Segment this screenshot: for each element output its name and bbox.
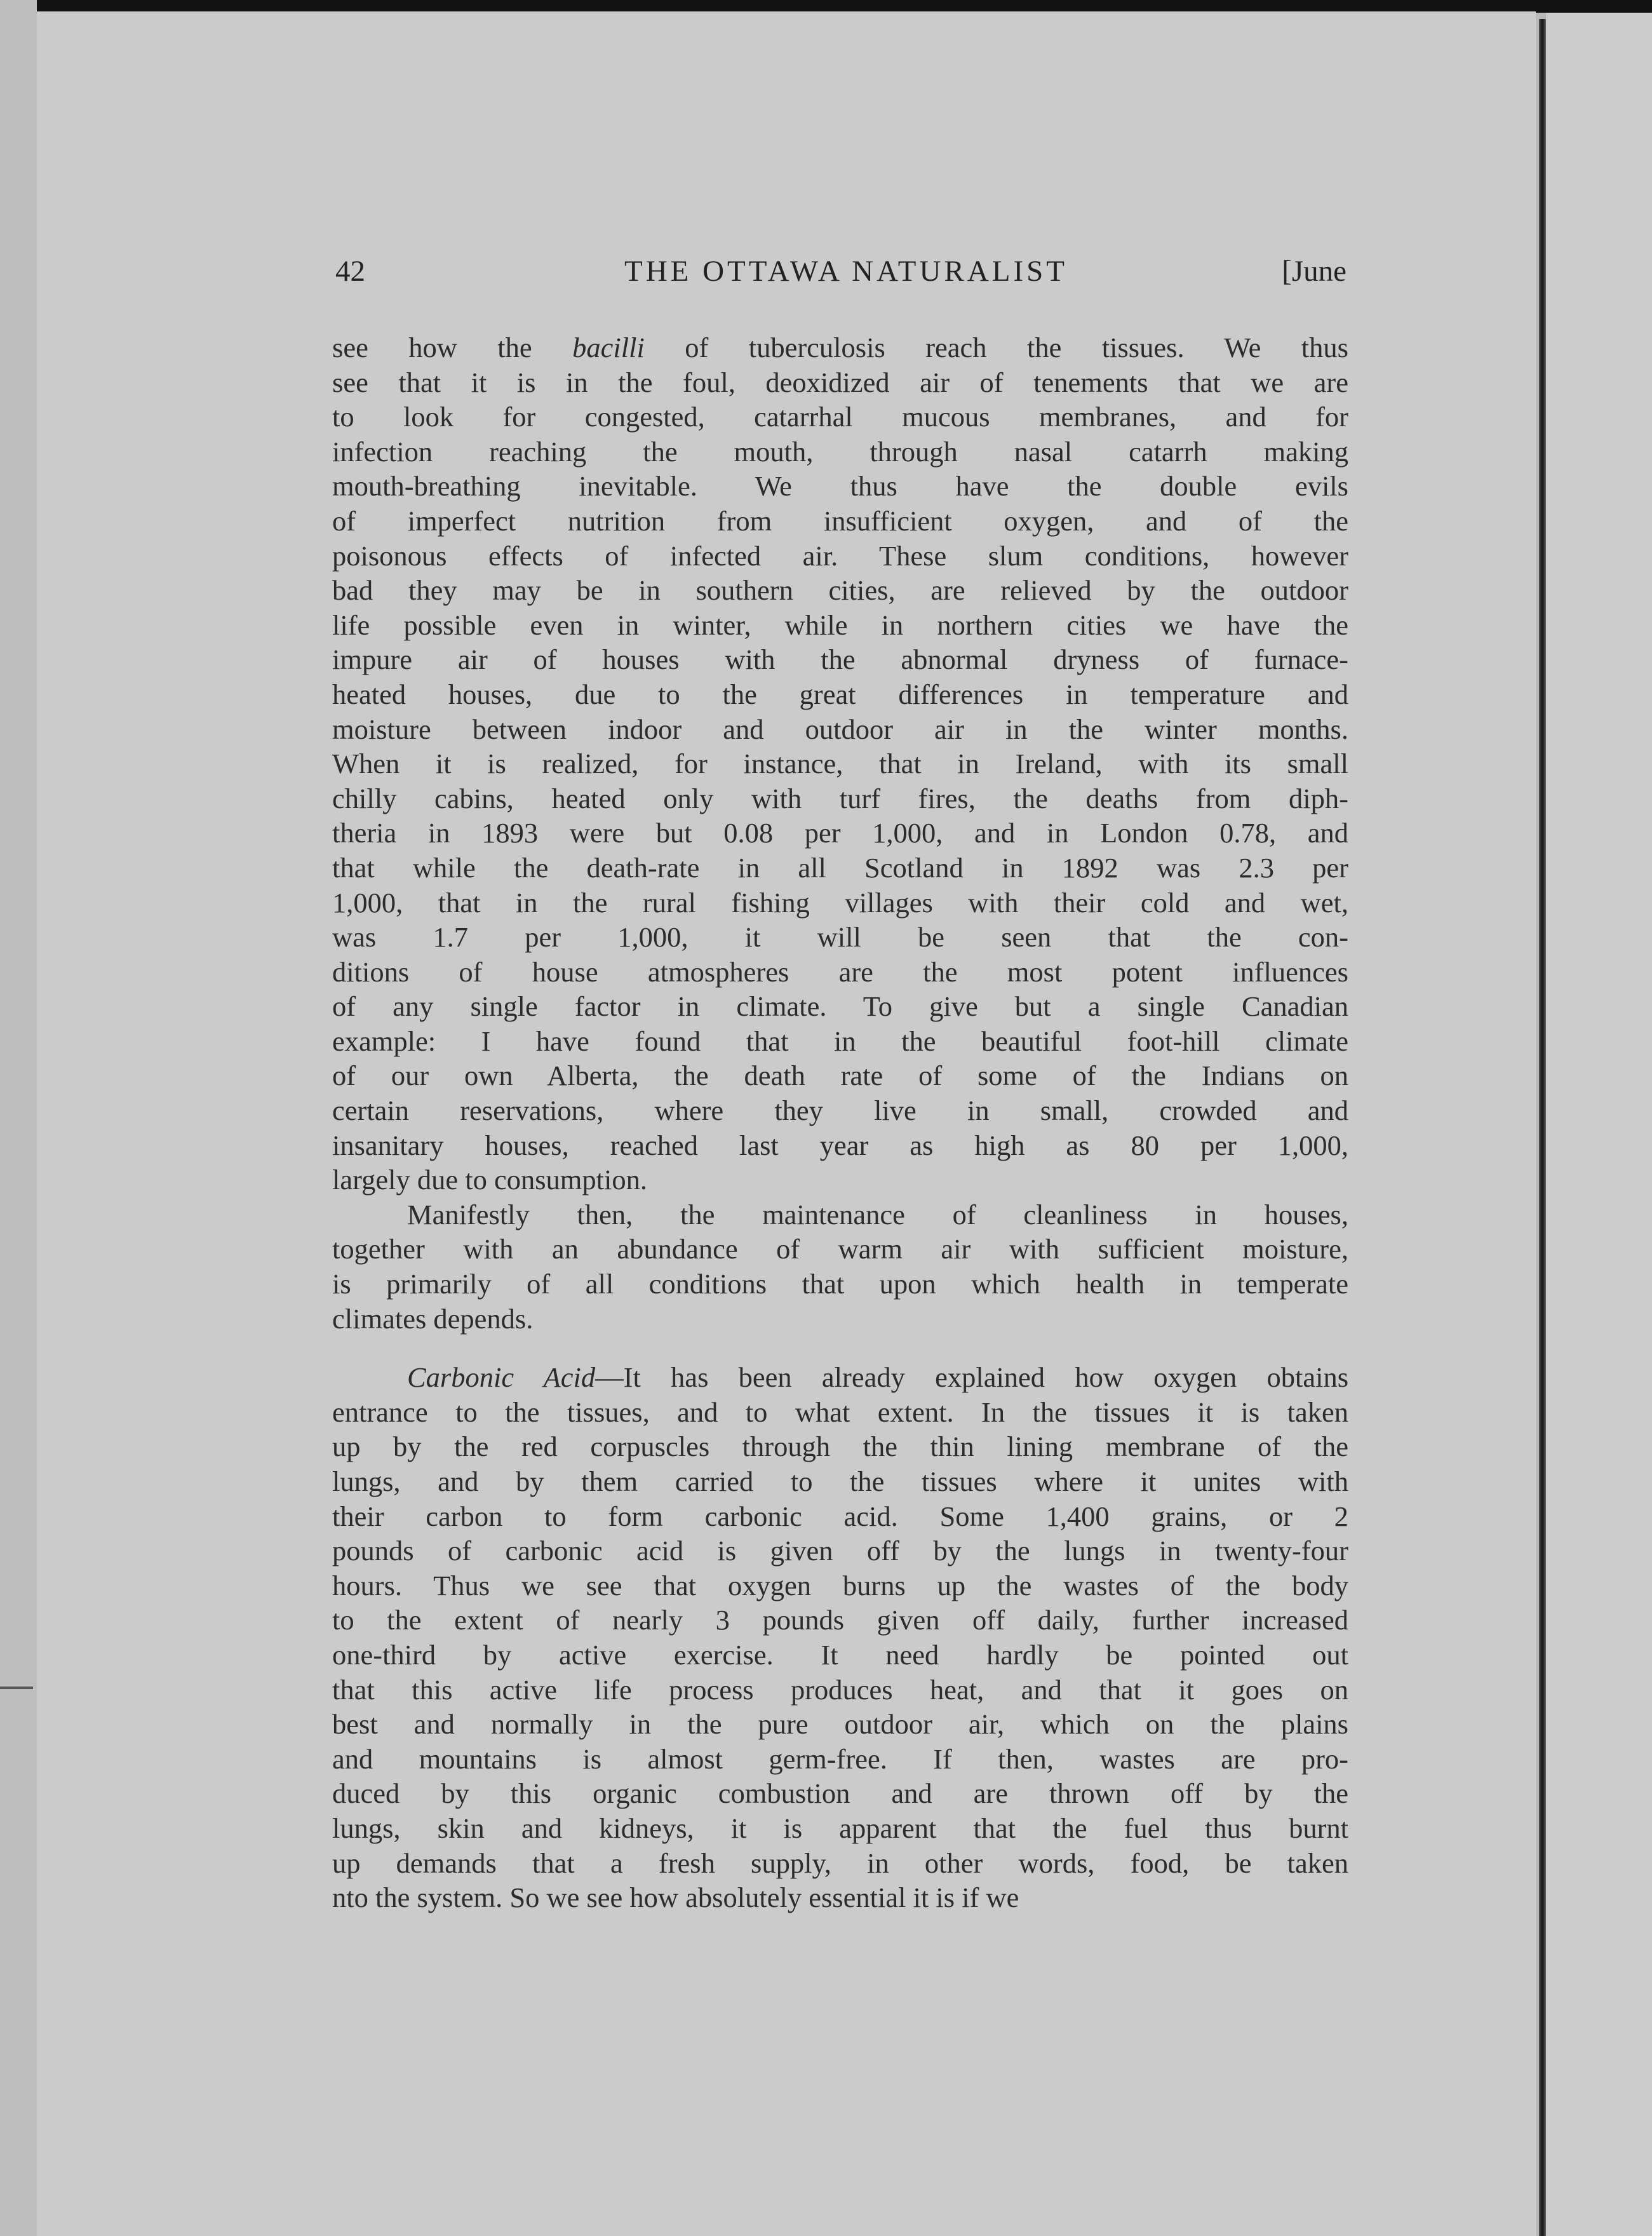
next-page-edge (1546, 13, 1652, 2236)
paragraph (332, 330, 1348, 1197)
page-binding-edge (1539, 19, 1546, 2236)
text-line: see that it is in the foul, deoxidized air of tenements that we are (332, 366, 1348, 398)
text-line: Manifestly then, the maintenance of cleanliness in houses, (407, 1198, 1348, 1230)
text-line: entrance to the tissues, and to what extent. In the tissues it is taken (332, 1396, 1348, 1428)
text-line: example: I have found that in the beautiful foot-hill climate (332, 1025, 1348, 1057)
text-line: nto the system. So we see how absolutely essential it is if we (332, 1882, 1019, 1914)
text-line: lungs, and by them carried to the tissues where it unites with (332, 1465, 1348, 1497)
text-line: chilly cabins, heated only with turf fires, the deaths from diph- (332, 782, 1348, 814)
text-line: is primarily of all conditions that upon which health in temperate (332, 1268, 1348, 1300)
text-line: of imperfect nutrition from insufficient oxygen, and of the (332, 504, 1348, 537)
text-line: that this active life process produces heat, and that it goes on (332, 1673, 1348, 1706)
text-run: see how the (332, 332, 573, 363)
text-line: duced by this organic combustion and are thrown off by the (332, 1777, 1348, 1810)
paragraph (332, 1360, 1348, 1915)
text-line: ditions of house atmospheres are the most potent influences (332, 955, 1348, 988)
text-line: 1,000, that in the rural fishing villages with their cold and wet, (332, 886, 1348, 919)
text-line: to the extent of nearly 3 pounds given off daily, further increased (332, 1604, 1348, 1636)
page-number: 42 (335, 255, 365, 288)
text-line: lungs, skin and kidneys, it is apparent that the fuel thus burnt (332, 1812, 1348, 1844)
italic-term: bacilli (572, 332, 645, 363)
journal-title: THE OTTAWA NATURALIST (624, 255, 1068, 288)
text-line: impure air of houses with the abnormal dryness of furnace- (332, 643, 1348, 676)
text-line: theria in 1893 were but 0.08 per 1,000, and in London 0.78, and (332, 817, 1348, 849)
text-line: heated houses, due to the great differences in temperature and (332, 678, 1348, 710)
issue-month: [June (1282, 255, 1346, 288)
body-text (332, 330, 1348, 1915)
text-line: to look for congested, catarrhal mucous membranes, and for (332, 401, 1348, 433)
text-line: up demands that a fresh supply, in other words, food, be taken (332, 1847, 1348, 1879)
text-line: climates depends. (332, 1302, 534, 1335)
scan-top-edge (0, 0, 1652, 13)
text-line: up by the red corpuscles through the thin lining membrane of the (332, 1431, 1348, 1463)
text-line: of our own Alberta, the death rate of some of the Indians on (332, 1060, 1348, 1092)
paragraph (332, 1197, 1348, 1336)
text-line: bad they may be in southern cities, are relieved by the outdoor (332, 574, 1348, 607)
scan-mark (0, 1687, 33, 1689)
text-line: poisonous effects of infected air. These slum conditions, however (332, 539, 1348, 572)
text-line: their carbon to form carbonic acid. Some 1,400 grains, or 2 (332, 1500, 1348, 1532)
text-line: When it is realized, for instance, that in Ireland, with its small (332, 748, 1348, 780)
text-line: hours. Thus we see that oxygen burns up the wastes of the body (332, 1569, 1348, 1601)
text-line: infection reaching the mouth, through nasal catarrh making (332, 435, 1348, 468)
text-line: largely due to consumption. (332, 1164, 648, 1196)
text-run: —It has been already explained how oxygen obtains (595, 1361, 1349, 1394)
text-run: of tuberculosis reach the tissues. We thus (644, 332, 1348, 363)
text-line: was 1.7 per 1,000, it will be seen that the con- (332, 921, 1348, 953)
text-line (332, 330, 1348, 365)
text-line: best and normally in the pure outdoor air, which on the plains (332, 1708, 1348, 1741)
paragraph-gap (332, 1336, 1348, 1360)
text-line: together with an abundance of warm air with sufficient moisture, (332, 1233, 1348, 1265)
text-line: and mountains is almost germ-free. If then, wastes are pro- (332, 1742, 1348, 1775)
text-line: certain reservations, where they live in small, crowded and (332, 1094, 1348, 1127)
running-head (335, 254, 1346, 299)
text-line: mouth-breathing inevitable. We thus have the double evils (332, 470, 1348, 502)
text-line: pounds of carbonic acid is given off by the lungs in twenty-four (332, 1535, 1348, 1567)
text-line: life possible even in winter, while in northern cities we have the (332, 609, 1348, 641)
text-line (332, 1360, 1348, 1395)
text-line: moisture between indoor and outdoor air in the winter months. (332, 713, 1348, 745)
text-line: that while the death-rate in all Scotland in 1892 was 2.3 per (332, 851, 1348, 884)
italic-term: Carbonic Acid (407, 1361, 596, 1394)
scan-left-margin (0, 0, 37, 2236)
text-line: insanitary houses, reached last year as high as 80 per 1,000, (332, 1129, 1348, 1161)
text-line: of any single factor in climate. To give but a single Canadian (332, 990, 1348, 1023)
text-line: one-third by active exercise. It need hardly be pointed out (332, 1638, 1348, 1671)
